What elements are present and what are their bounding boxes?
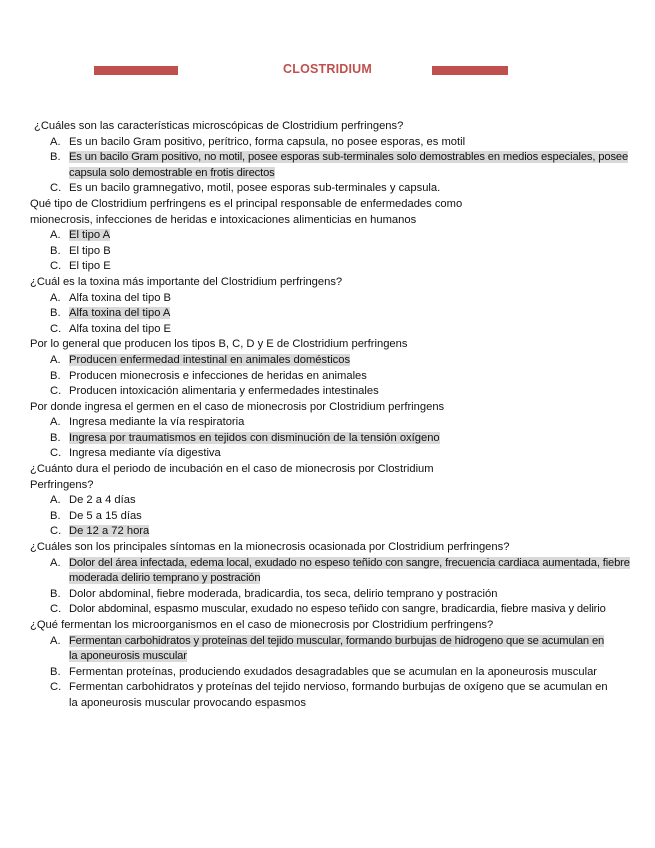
option-item: [30, 415, 630, 431]
option-letter: C.: [50, 322, 62, 335]
question-text: Por lo general que producen los tipos B, C, D y E de Clostridium perfringens: [30, 338, 408, 351]
option-item: [30, 322, 630, 338]
option-text: El tipo E: [69, 260, 111, 273]
option-text: Alfa toxina del tipo A: [69, 307, 171, 320]
option-list: [30, 228, 630, 275]
option-letter: C.: [50, 182, 62, 195]
option-letter: A.: [50, 556, 61, 569]
option-letter: C.: [50, 681, 62, 694]
quiz-body: [30, 119, 630, 712]
option-item: [30, 665, 610, 681]
option-text: De 2 a 4 días: [69, 494, 136, 507]
option-letter: A.: [50, 353, 61, 366]
option-text: De 12 a 72 hora: [69, 525, 150, 538]
option-item: [30, 291, 630, 307]
option-text: Dolor del área infectada, edema local, exudado no espeso teñido con sangre, frecuencia cardiaca aumentada, fiebre moderada delirio temprano y postración: [69, 556, 630, 585]
question-block: [30, 197, 630, 275]
option-item: [30, 369, 630, 385]
option-letter: B.: [50, 244, 61, 257]
option-item: [30, 135, 630, 151]
option-text: Dolor abdominal, fiebre moderada, bradicardia, tos seca, delirio temprano y postración: [69, 587, 498, 600]
question-block: [30, 618, 630, 712]
option-item: [30, 680, 610, 711]
option-item: [30, 587, 630, 603]
option-letter: B.: [50, 151, 61, 164]
question-block: [30, 540, 630, 618]
option-text: Alfa toxina del tipo B: [69, 291, 171, 304]
option-item: [30, 509, 630, 525]
option-item: [30, 493, 630, 509]
option-text: Fermentan proteínas, produciendo exudados desagradables que se acumulan en la aponeurosis muscular: [69, 665, 598, 678]
question-text: ¿Cuáles son las características microscópicas de Clostridium perfringens?: [34, 120, 404, 132]
option-list: [30, 415, 630, 462]
option-letter: A.: [50, 229, 61, 242]
option-item: [30, 602, 630, 618]
option-letter: B.: [50, 665, 61, 678]
option-letter: A.: [50, 416, 61, 429]
option-text: Ingresa por traumatismos en tejidos con disminución de la tensión oxígeno: [69, 431, 440, 444]
option-item-highlighted: [30, 634, 610, 665]
option-letter: C.: [50, 603, 62, 616]
question-block: [30, 337, 630, 399]
title-bar-right: [432, 66, 508, 75]
option-text: Fermentan carbohidratos y proteínas del tejido muscular, formando burbujas de hidrogeno que se acumulan en la aponeurosis muscular: [69, 634, 605, 663]
option-text: Alfa toxina del tipo E: [69, 322, 171, 335]
option-list: [30, 556, 630, 618]
option-text: De 5 a 15 días: [69, 509, 142, 522]
option-letter: A.: [50, 291, 61, 304]
option-letter: B.: [50, 431, 61, 444]
option-text: El tipo B: [69, 244, 111, 257]
option-item: [30, 384, 630, 400]
option-item-highlighted: [30, 306, 630, 322]
option-item: [30, 244, 630, 260]
option-letter: B.: [50, 369, 61, 382]
question-text: Qué tipo de Clostridium perfringens es el principal responsable de enfermedades como mionecrosis, infecciones de heridas e intoxicaciones alimenticias en humanos: [30, 197, 463, 226]
option-letter: B.: [50, 307, 61, 320]
option-item: [30, 181, 630, 197]
option-text: Ingresa mediante vía digestiva: [69, 447, 221, 460]
question-block: [30, 462, 630, 540]
option-text: Producen mionecrosis e infecciones de heridas en animales: [69, 369, 367, 382]
option-letter: A.: [50, 634, 61, 647]
option-item-highlighted: [30, 228, 630, 244]
option-item-highlighted: [30, 556, 630, 587]
option-text: Es un bacilo Gram positivo, no motil, posee esporas sub-terminales solo demostrables en medios especiales, posee capsula solo demostrable en frotis directos: [69, 151, 629, 179]
option-letter: C.: [50, 260, 62, 273]
option-text: Ingresa mediante la vía respiratoria: [69, 416, 245, 429]
option-text: Producen enfermedad intestinal en animales domésticos: [69, 353, 351, 366]
question-block: [30, 400, 630, 462]
question-block: [30, 275, 630, 337]
option-text: Es un bacilo gramnegativo, motil, posee esporas sub-terminales y capsula.: [69, 182, 441, 195]
document-header: [0, 62, 655, 86]
option-text: Dolor abdominal, espasmo muscular, exudado no espeso teñido con sangre, bradicardia, fiebre masiva y delirio: [69, 603, 606, 616]
option-item: [30, 259, 630, 275]
option-list: [30, 634, 630, 712]
question-text: ¿Cuánto dura el periodo de incubación en el caso de mionecrosis por Clostridium Perfringens?: [30, 463, 434, 491]
question-text: ¿Qué fermentan los microorganismos en el caso de mionecrosis por Clostridium perfringens?: [30, 619, 494, 631]
question-text: ¿Cuál es la toxina más importante del Clostridium perfringens?: [30, 275, 343, 288]
option-text: Fermentan carbohidratos y proteínas del tejido nervioso, formando burbujas de oxígeno que se acumulan en la aponeurosis muscular provocando espasmos: [69, 681, 608, 709]
option-list: [30, 353, 630, 400]
option-letter: C.: [50, 525, 62, 538]
option-letter: C.: [50, 447, 62, 460]
option-item-highlighted: [30, 524, 630, 540]
option-text: Es un bacilo Gram positivo, perítrico, forma capsula, no posee esporas, es motil: [69, 135, 466, 148]
option-item-highlighted: [30, 353, 630, 369]
option-letter: A.: [50, 494, 61, 507]
option-item-highlighted: [30, 150, 630, 181]
document-title: CLOSTRIDIUM: [283, 62, 372, 76]
option-list: [30, 291, 630, 338]
option-letter: C.: [50, 385, 62, 398]
option-item-highlighted: [30, 431, 630, 447]
option-text: Producen intoxicación alimentaria y enfermedades intestinales: [69, 385, 379, 398]
option-text: El tipo A: [69, 229, 111, 242]
option-letter: B.: [50, 587, 61, 600]
option-item: [30, 446, 630, 462]
option-letter: B.: [50, 509, 61, 522]
question-text: Por donde ingresa el germen en el caso de mionecrosis por Clostridium perfringens: [30, 400, 445, 413]
option-list: [30, 493, 630, 540]
question-block: [30, 119, 630, 197]
option-letter: A.: [50, 135, 61, 148]
option-list: [30, 135, 630, 197]
question-text: ¿Cuáles son los principales síntomas en la mionecrosis ocasionada por Clostridium perfringens?: [30, 541, 510, 554]
